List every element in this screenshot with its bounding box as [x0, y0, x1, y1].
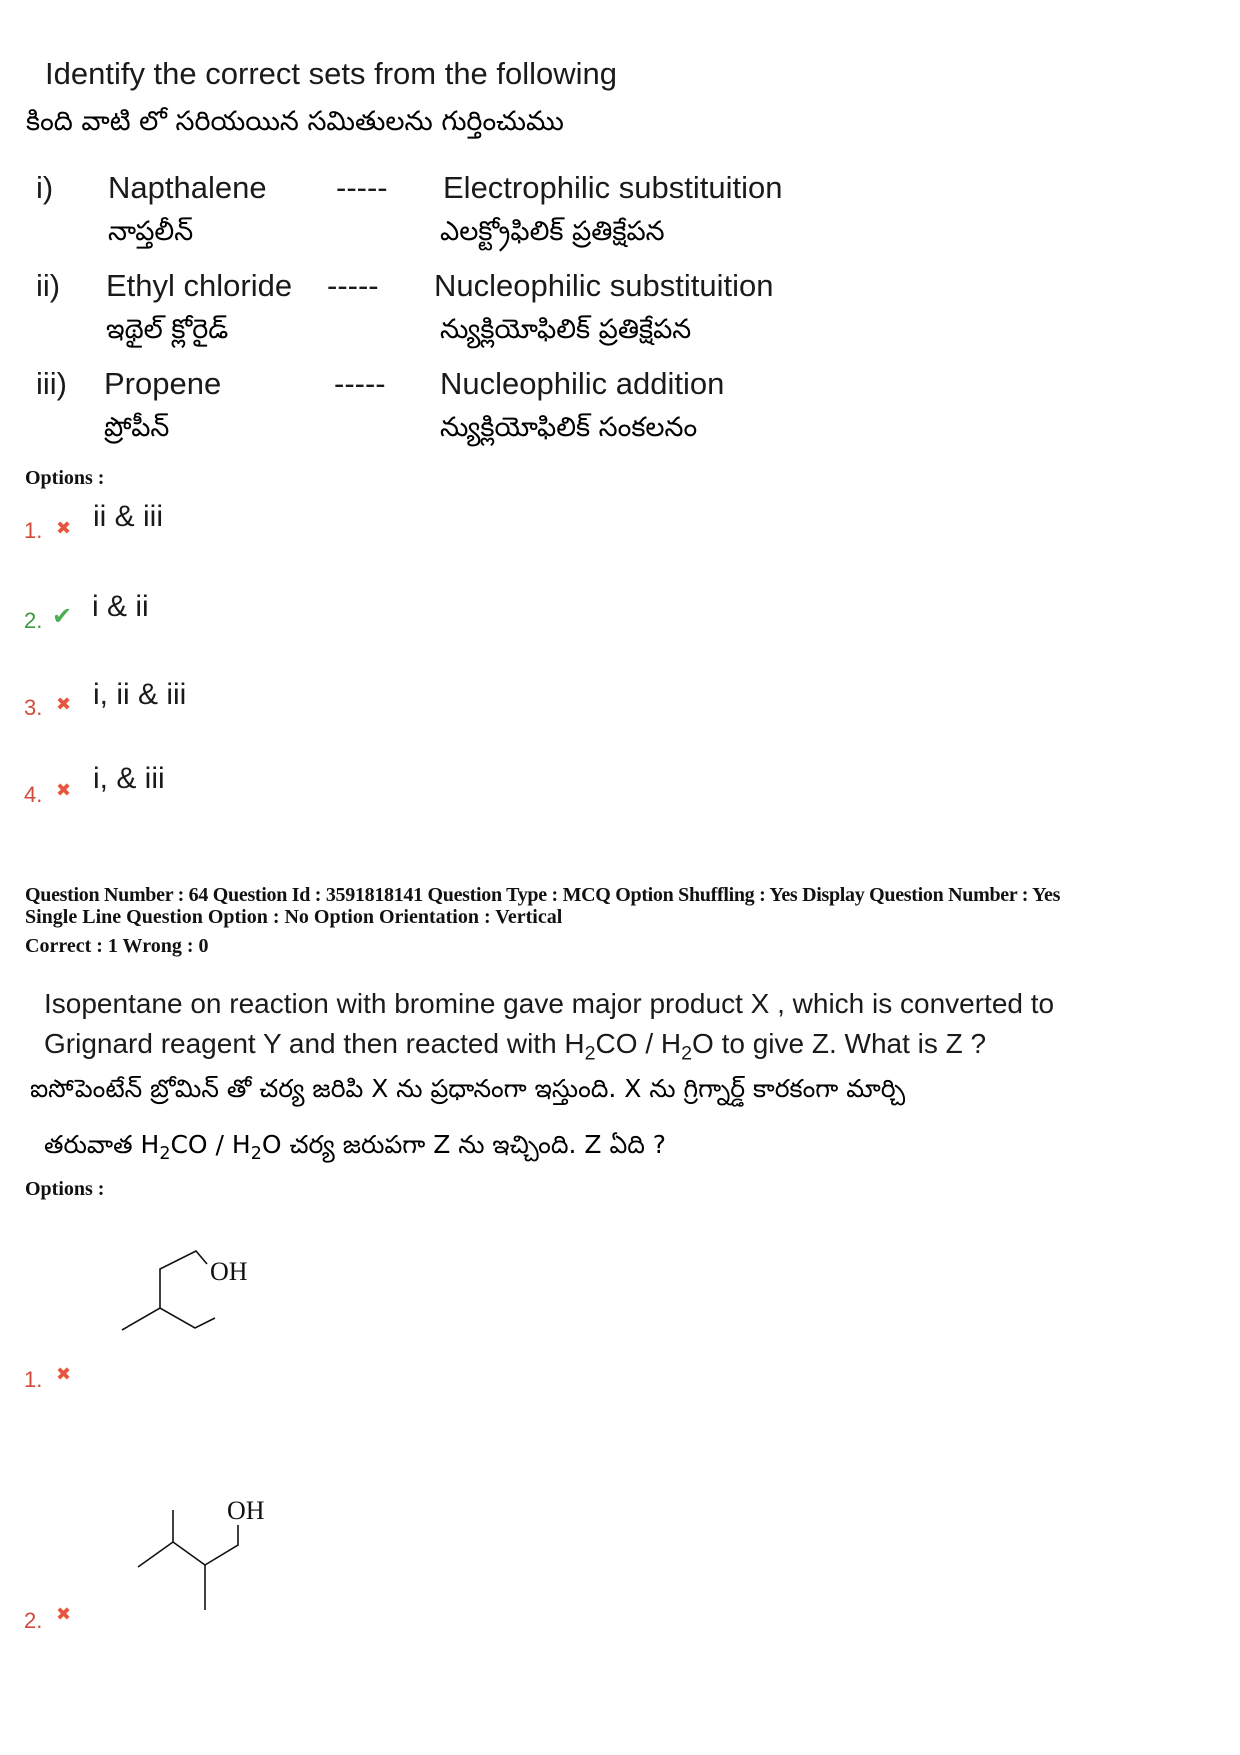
- question-64-stem-en-2: [44, 1028, 986, 1066]
- row-1-number: i): [36, 170, 54, 205]
- row-2-reaction: Nucleophilic substituition: [434, 268, 774, 303]
- question-meta: Question Number : 64 Question Id : 3591818141 Question Type : MCQ Option Shuffling : Yes Display Question Number : Yes: [25, 884, 1061, 906]
- row-1-compound: Napthalene: [108, 170, 267, 205]
- check-mark-icon: ✔: [52, 603, 73, 630]
- hydroxyl-label: OH: [210, 1257, 248, 1286]
- question-64-stem-te-2: [44, 1130, 666, 1166]
- row-2-compound-te: ఇథైల్ క్లోరైడ్: [106, 314, 229, 345]
- option-number: 1.: [24, 1367, 43, 1392]
- option-1-structure[interactable]: [110, 1240, 290, 1350]
- option-3[interactable]: [24, 695, 42, 721]
- question-64-stem-en-1: Isopentane on reaction with bromine gave major product X , which is converted to: [44, 988, 1055, 1019]
- option-1[interactable]: [24, 1367, 42, 1393]
- option-number: 3.: [24, 695, 43, 720]
- stem-text: CO / H: [170, 1130, 251, 1159]
- question-meta-options: Single Line Question Option : No Option Orientation : Vertical: [25, 906, 563, 928]
- option-1-text[interactable]: ii & iii: [93, 500, 164, 533]
- row-3-compound: Propene: [104, 366, 222, 401]
- stem-text: తరువాత H: [44, 1130, 160, 1159]
- option-number: 4.: [24, 782, 43, 807]
- row-2-number: ii): [36, 268, 61, 303]
- bond-line: [173, 1542, 205, 1610]
- question-63-stem-en: Identify the correct sets from the following: [45, 56, 618, 91]
- bond-line: [138, 1510, 173, 1567]
- subscript: 2: [159, 1144, 171, 1164]
- question-64-stem-te-1: ఐసోపెంటేన్ బ్రోమిన్ తో చర్య జరిపి X ను ప్రధానంగా ఇస్తుంది. X ను గ్రిగ్నార్డ్ కారకంగా మార్చి: [30, 1074, 906, 1103]
- option-2[interactable]: [24, 608, 42, 634]
- row-3-dash: -----: [334, 366, 386, 401]
- subscript: 2: [250, 1144, 262, 1164]
- option-2[interactable]: [24, 1608, 42, 1634]
- option-3-text[interactable]: i, ii & iii: [93, 678, 187, 711]
- option-number: 2.: [24, 1608, 43, 1633]
- row-1-dash: -----: [336, 170, 388, 205]
- row-3-compound-te: ప్రోపీన్: [104, 412, 170, 443]
- options-label: Options :: [25, 467, 105, 489]
- stem-text: O to give Z. What is Z ?: [692, 1028, 987, 1059]
- marks-info: Correct : 1 Wrong : 0: [25, 935, 209, 957]
- cross-mark-icon: ✖: [56, 1604, 72, 1624]
- subscript: 2: [681, 1042, 693, 1065]
- row-3-number: iii): [36, 366, 67, 401]
- option-4[interactable]: [24, 782, 42, 808]
- cross-mark-icon: ✖: [56, 1364, 72, 1384]
- bond-line: [205, 1525, 238, 1565]
- stem-text: O చర్య జరుపగా Z ను ఇచ్చింది. Z ఏది ?: [261, 1130, 667, 1159]
- stem-text: Grignard reagent Y and then reacted with H: [44, 1028, 585, 1059]
- hydroxyl-label: OH: [227, 1496, 265, 1525]
- cross-mark-icon: ✖: [56, 780, 72, 800]
- bond-line: [122, 1308, 215, 1330]
- option-1[interactable]: [24, 518, 42, 544]
- row-1-reaction-te: ఎలక్ట్రోఫిలిక్ ప్రతిక్షేపన: [440, 216, 665, 247]
- row-3-reaction: Nucleophilic addition: [440, 366, 725, 401]
- option-2-text[interactable]: i & ii: [92, 590, 149, 623]
- cross-mark-icon: ✖: [56, 518, 72, 538]
- question-63-stem-te: కింది వాటి లో సరియయిన సమితులను గుర్తించుము: [26, 106, 564, 137]
- stem-text: CO / H: [595, 1028, 682, 1059]
- option-4-text[interactable]: i, & iii: [93, 762, 165, 795]
- options-label: Options :: [25, 1178, 105, 1200]
- row-2-reaction-te: న్యుక్లియోఫిలిక్ ప్రతిక్షేపన: [440, 314, 692, 345]
- row-2-compound: Ethyl chloride: [106, 268, 293, 303]
- cross-mark-icon: ✖: [56, 694, 72, 714]
- row-3-reaction-te: న్యుక్లియోఫిలిక్ సంకలనం: [440, 412, 698, 443]
- subscript: 2: [584, 1042, 596, 1065]
- row-2-dash: -----: [327, 268, 379, 303]
- bond-line: [160, 1251, 207, 1308]
- option-number: 2.: [24, 608, 43, 633]
- row-1-compound-te: నాప్తలీన్: [108, 216, 194, 247]
- option-2-structure[interactable]: [120, 1495, 300, 1615]
- row-1-reaction: Electrophilic substituition: [443, 170, 783, 205]
- option-number: 1.: [24, 518, 43, 543]
